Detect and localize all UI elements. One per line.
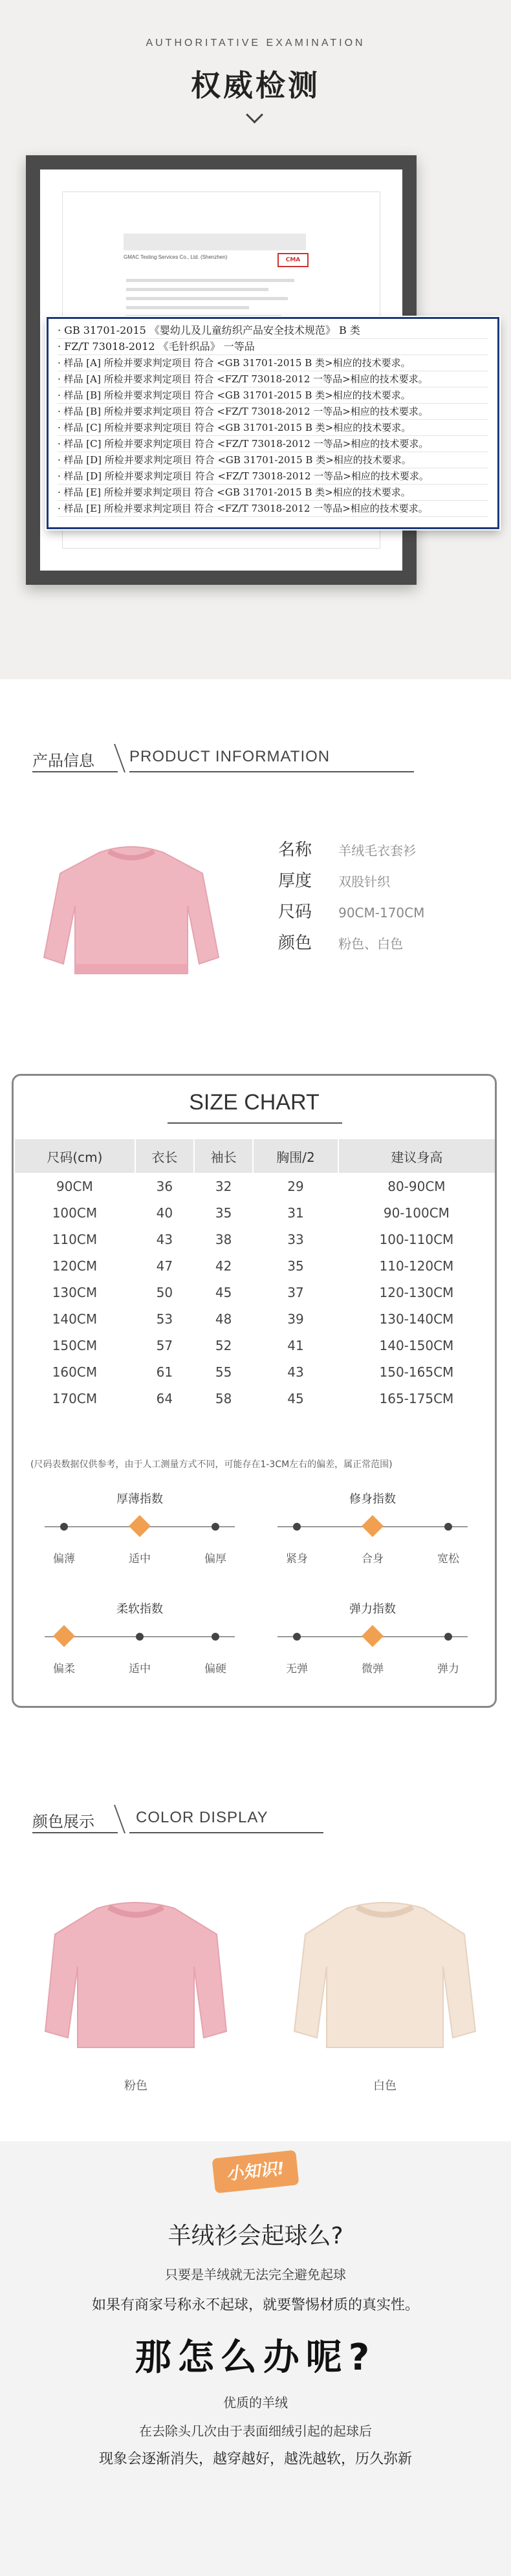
white-sweater-image — [285, 1889, 485, 2057]
thickness-scale — [39, 1490, 240, 1574]
size-table-cell: 90-100CM — [383, 1205, 450, 1221]
knowledge-line: 如果有商家号称永不起球，就要警惕材质的真实性。 — [91, 2297, 419, 2313]
scale-dot — [212, 1523, 219, 1531]
size-table-cell: 35 — [215, 1205, 232, 1221]
product-sweater-image — [38, 835, 225, 983]
size-table-cell: 140-150CM — [379, 1337, 454, 1353]
size-table-row — [14, 1305, 495, 1332]
scale-dot — [444, 1523, 452, 1531]
info-key: 颜色 — [278, 933, 312, 953]
size-table-body — [14, 1173, 495, 1412]
authority-section — [0, 0, 511, 679]
size-table-cell: 48 — [215, 1311, 232, 1327]
size-table-cell: 150-165CM — [379, 1364, 454, 1380]
size-table-cell: 150CM — [52, 1337, 98, 1353]
size-table-header: 胸围/2 — [253, 1139, 338, 1173]
product-info-en-title: PRODUCT INFORMATION — [129, 748, 331, 765]
size-table-cell: 55 — [215, 1364, 232, 1380]
size-table-cell: 165-175CM — [379, 1390, 454, 1406]
size-table-cell: 50 — [156, 1284, 173, 1300]
zoom-line: · 样品 [C] 所检并要求判定项目 符合 <FZ/T 73018-2012 一等品>相应的技术要求。 — [58, 436, 488, 452]
doc-line — [126, 297, 288, 300]
scale-label: 弹力指数 — [349, 1602, 396, 1616]
scale-selected-marker — [362, 1515, 384, 1537]
scale-option-label: 无弹 — [286, 1663, 308, 1675]
size-table-cell: 37 — [287, 1284, 304, 1300]
fit-scale — [272, 1490, 473, 1574]
size-table-cell: 64 — [156, 1390, 173, 1406]
header-underline — [129, 771, 414, 772]
scale-option-label: 宽松 — [437, 1553, 459, 1566]
size-table-cell: 35 — [287, 1258, 304, 1274]
softness-scale — [39, 1600, 240, 1684]
size-table-cell: 130-140CM — [379, 1311, 454, 1327]
header-slash — [114, 1805, 125, 1833]
size-table-cell: 32 — [215, 1178, 232, 1194]
size-table-row — [14, 1173, 495, 1199]
scale-option-label: 偏厚 — [204, 1553, 226, 1566]
size-table-cell: 52 — [215, 1337, 232, 1353]
size-table-cell: 53 — [156, 1311, 173, 1327]
size-chart-note: (尺码表数据仅供参考，由于人工测量方式不同，可能存在1-3CM左右的偏差，属正常范围) — [30, 1459, 393, 1470]
info-value: 90CM-170CM — [338, 905, 425, 921]
zoom-line: · 样品 [A] 所检并要求判定项目 符合 <GB 31701-2015 B 类>相应的技术要求。 — [58, 355, 488, 371]
product-info-row — [278, 835, 424, 866]
product-info-cn-title: 产品信息 — [32, 752, 94, 770]
size-table-cell: 31 — [287, 1205, 304, 1221]
doc-line — [126, 288, 268, 291]
size-table-header: 衣长 — [135, 1139, 194, 1173]
info-value: 羊绒毛衣套衫 — [338, 843, 417, 858]
info-value: 粉色、白色 — [338, 936, 404, 952]
scale-selected-marker — [129, 1515, 151, 1537]
size-table-cell: 57 — [156, 1337, 173, 1353]
zoom-line: · 样品 [E] 所检并要求判定项目 符合 <FZ/T 73018-2012 一等品>相应的技术要求。 — [58, 501, 488, 517]
size-table-cell: 160CM — [52, 1364, 98, 1380]
doc-line — [126, 306, 249, 309]
header-underline — [32, 771, 118, 772]
report-cma-mark: CMA — [277, 253, 309, 267]
elasticity-scale — [272, 1600, 473, 1684]
info-key: 尺码 — [278, 902, 312, 922]
size-table-header: 建议身高 — [338, 1139, 495, 1173]
tip-badge: 小知识! — [212, 2150, 299, 2193]
knowledge-line: 优质的羊绒 — [223, 2395, 288, 2410]
size-table-cell: 41 — [287, 1337, 304, 1353]
size-table-cell: 140CM — [52, 1311, 98, 1327]
size-chart-title-underline — [168, 1122, 342, 1124]
scale-option-label: 偏柔 — [53, 1663, 75, 1675]
info-key: 厚度 — [278, 871, 312, 891]
size-table-cell: 130CM — [52, 1284, 98, 1300]
size-table-row — [14, 1199, 495, 1226]
scale-dot — [444, 1633, 452, 1641]
size-table-header: 袖长 — [194, 1139, 253, 1173]
size-chart-title: SIZE CHART — [189, 1090, 320, 1115]
product-info-list — [278, 835, 424, 959]
size-chart-panel — [12, 1074, 497, 1708]
scale-label: 柔软指数 — [116, 1602, 163, 1616]
color-display-header — [32, 1805, 479, 1837]
size-table — [14, 1139, 495, 1412]
scale-dot — [60, 1523, 68, 1531]
pink-sweater-image — [32, 1889, 239, 2057]
color-display-en-title: COLOR DISPLAY — [136, 1809, 268, 1826]
size-table-cell: 33 — [287, 1231, 304, 1247]
authority-cn-title: 权威检测 — [191, 68, 320, 103]
size-table-row — [14, 1385, 495, 1412]
size-table-row — [14, 1332, 495, 1359]
report-company-text: GMAC Testing Services Co., Ltd. (Shenzhen) — [124, 254, 228, 260]
size-table-cell: 61 — [156, 1364, 173, 1380]
doc-line — [126, 279, 294, 282]
knowledge-line: 现象会逐渐消失，越穿越好，越洗越软，历久弥新 — [98, 2451, 412, 2467]
scale-label: 修身指数 — [349, 1492, 396, 1506]
product-info-header — [32, 744, 479, 776]
size-table-cell: 110CM — [52, 1231, 98, 1247]
zoom-line: · 样品 [B] 所检并要求判定项目 符合 <GB 31701-2015 B 类>相应的技术要求。 — [58, 387, 488, 404]
size-table-cell: 43 — [156, 1231, 173, 1247]
size-table-cell: 45 — [215, 1284, 232, 1300]
size-table-row — [14, 1359, 495, 1385]
size-table-header: 尺码(cm) — [14, 1139, 135, 1173]
scale-option-label: 紧身 — [286, 1553, 308, 1566]
product-info-row — [278, 866, 424, 897]
zoom-line: · 样品 [D] 所检并要求判定项目 符合 <GB 31701-2015 B 类>相应的技术要求。 — [58, 452, 488, 468]
pink-color-label: 粉色 — [124, 2079, 147, 2093]
color-display-cn-title: 颜色展示 — [32, 1813, 94, 1831]
scale-selected-marker — [53, 1625, 75, 1647]
size-table-cell: 29 — [287, 1178, 304, 1194]
size-table-cell: 80-90CM — [387, 1178, 446, 1194]
size-table-row — [14, 1279, 495, 1305]
header-underline — [32, 1832, 118, 1833]
info-key: 名称 — [278, 840, 312, 860]
zoom-line: · GB 31701-2015 《婴幼儿及儿童纺织产品安全技术规范》 B 类 — [58, 323, 488, 339]
zoom-line: · 样品 [E] 所检并要求判定项目 符合 <GB 31701-2015 B 类>相应的技术要求。 — [58, 485, 488, 501]
zoom-line: · 样品 [A] 所检并要求判定项目 符合 <FZ/T 73018-2012 一等品>相应的技术要求。 — [58, 371, 488, 387]
scale-option-label: 弹力 — [437, 1663, 459, 1675]
scale-dot — [136, 1633, 144, 1641]
size-table-cell: 45 — [287, 1390, 304, 1406]
scale-option-label: 偏硬 — [204, 1663, 226, 1675]
scale-option-label: 偏薄 — [53, 1553, 75, 1566]
product-info-row — [278, 928, 424, 959]
size-table-row — [14, 1252, 495, 1279]
size-table-cell: 90CM — [56, 1178, 93, 1194]
report-header-bar — [124, 234, 306, 250]
scale-dot — [293, 1633, 301, 1641]
knowledge-line: 只要是羊绒就无法完全避免起球 — [165, 2267, 346, 2282]
authority-en-title: AUTHORITATIVE EXAMINATION — [146, 38, 365, 49]
scale-dot — [212, 1633, 219, 1641]
scale-dot — [293, 1523, 301, 1531]
zoom-line: · 样品 [C] 所检并要求判定项目 符合 <GB 31701-2015 B 类>相应的技术要求。 — [58, 420, 488, 436]
scale-label: 厚薄指数 — [116, 1492, 163, 1506]
size-table-cell: 100CM — [52, 1205, 98, 1221]
zoom-line: · 样品 [D] 所检并要求判定项目 符合 <FZ/T 73018-2012 一等品>相应的技术要求。 — [58, 468, 488, 485]
size-table-cell: 100-110CM — [379, 1231, 454, 1247]
scale-option-label: 合身 — [362, 1553, 384, 1566]
size-table-header-row — [14, 1139, 495, 1173]
white-color-label: 白色 — [373, 2079, 397, 2093]
size-table-cell: 170CM — [52, 1390, 98, 1406]
knowledge-line: 在去除头几次由于表面细绒引起的起球后 — [139, 2423, 372, 2439]
size-table-cell: 110-120CM — [379, 1258, 454, 1274]
header-underline — [129, 1832, 323, 1833]
product-info-row — [278, 897, 424, 928]
report-zoom-box — [47, 317, 499, 529]
size-table-cell: 42 — [215, 1258, 232, 1274]
info-value: 双股针织 — [338, 874, 391, 890]
scale-option-label: 适中 — [129, 1553, 151, 1566]
scale-option-label: 微弹 — [362, 1663, 384, 1675]
size-table-cell: 40 — [156, 1205, 173, 1221]
size-table-cell: 38 — [215, 1231, 232, 1247]
size-table-cell: 43 — [287, 1364, 304, 1380]
size-table-cell: 120CM — [52, 1258, 98, 1274]
scale-selected-marker — [362, 1625, 384, 1647]
knowledge-question-2: 那怎么办呢? — [135, 2337, 376, 2379]
chevron-down-icon — [246, 106, 263, 124]
knowledge-section — [0, 2141, 511, 2576]
size-table-cell: 120-130CM — [379, 1284, 454, 1300]
size-table-row — [14, 1226, 495, 1252]
size-table-cell: 39 — [287, 1311, 304, 1327]
knowledge-question: 羊绒衫会起球么? — [168, 2223, 343, 2249]
zoom-line: · 样品 [B] 所检并要求判定项目 符合 <FZ/T 73018-2012 一等品>相应的技术要求。 — [58, 404, 488, 420]
size-table-cell: 58 — [215, 1390, 232, 1406]
header-slash — [114, 744, 125, 772]
zoom-line: · FZ/T 73018-2012 《毛针织品》 一等品 — [58, 339, 488, 355]
size-table-cell: 47 — [156, 1258, 173, 1274]
size-table-cell: 36 — [156, 1178, 173, 1194]
scale-option-label: 适中 — [129, 1663, 151, 1675]
